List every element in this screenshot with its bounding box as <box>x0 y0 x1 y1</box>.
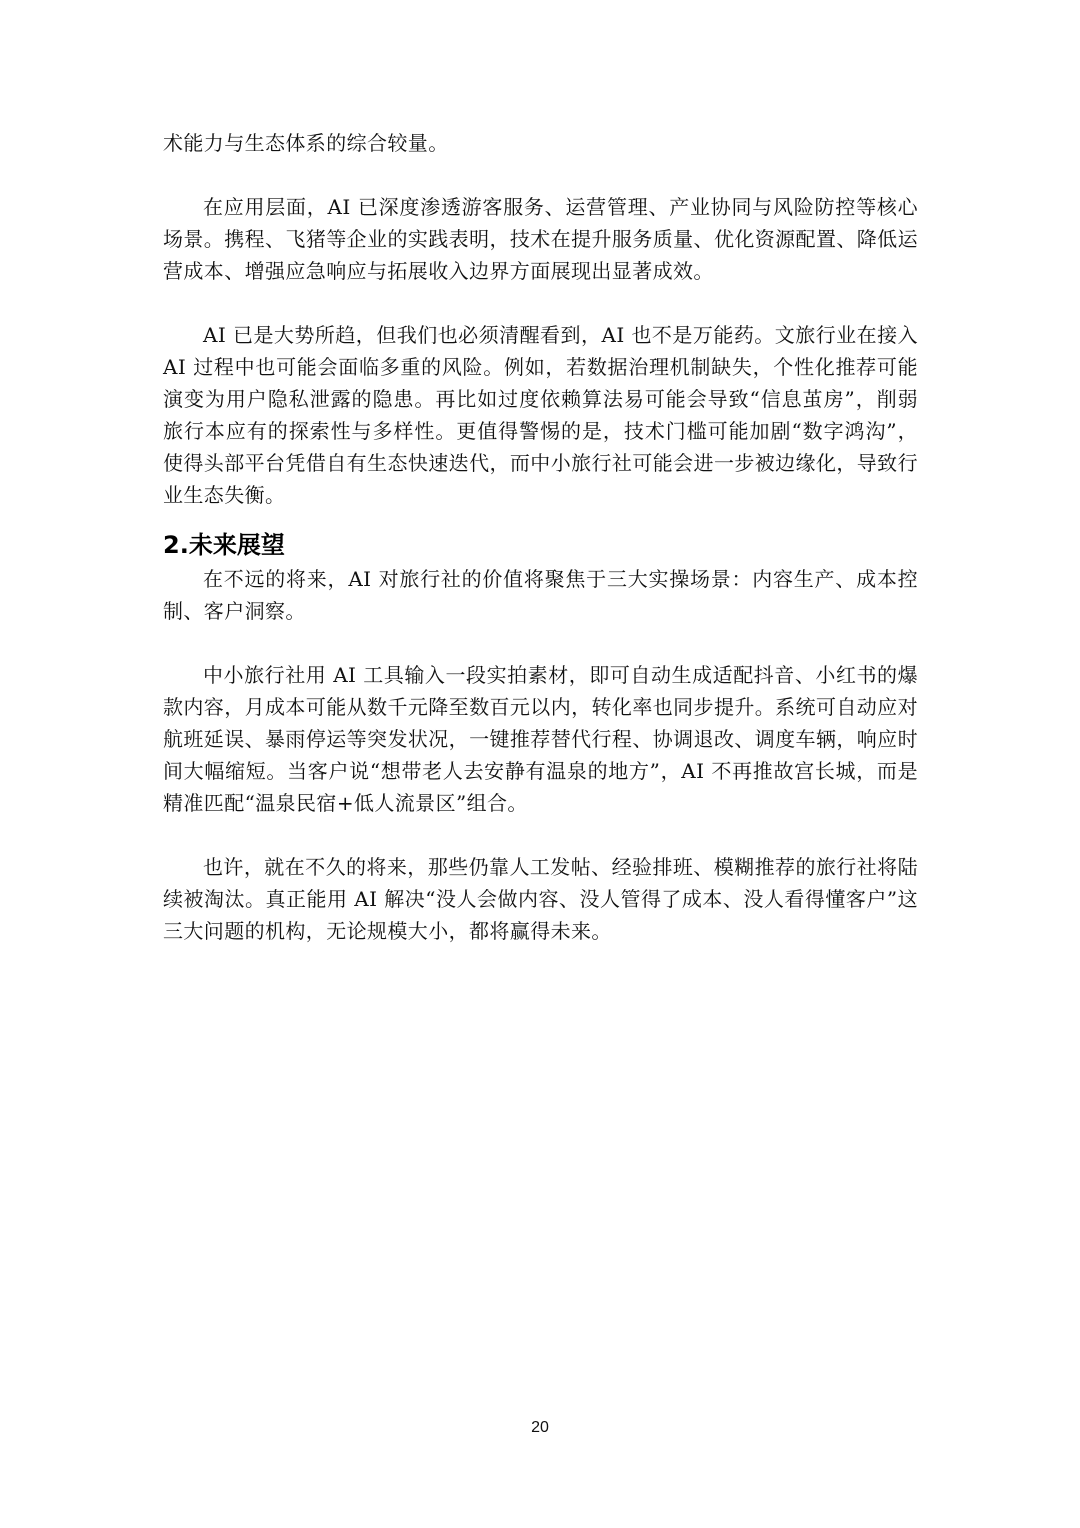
paragraph-gap <box>163 819 918 851</box>
paragraph-application-layer: 在应用层面，AI 已深度渗透游客服务、运营管理、产业协同与风险防控等核心场景。携程、飞猪等企业的实践表明，技术在提升服务质量、优化资源配置、降低运营成本、增强应急响应与拓展收入边界方面展现出显著成效。 <box>163 195 918 283</box>
paragraph-gap <box>163 287 918 319</box>
paragraph-scenarios: 中小旅行社用 AI 工具输入一段实拍素材，即可自动生成适配抖音、小红书的爆款内容，月成本可能从数千元降至数百元以内，转化率也同步提升。系统可自动应对航班延误、暴雨停运等突发状况，一键推荐替代行程、协调退改、调度车辆，响应时间大幅缩短。当客户说“想带老人去安静有温泉的地方”，AI 不再推故宫长城，而是精准匹配“温泉民宿+低人流景区”组合。 <box>163 663 918 815</box>
paragraph-risks: AI 已是大势所趋，但我们也必须清醒看到，AI 也不是万能药。文旅行业在接入 AI 过程中也可能会面临多重的风险。例如，若数据治理机制缺失，个性化推荐可能演变为用户隐私泄露的隐患。再比如过度依赖算法易可能会导致“信息茧房”，削弱旅行本应有的探索性与多样性。更值得警惕的是，技术门槛可能加剧“数字鸿沟”，使得头部平台凭借自有生态快速迭代，而中小旅行社可能会进一步被边缘化，导致行业生态失衡。 <box>163 323 918 507</box>
paragraph-gap <box>163 627 918 659</box>
paragraph-conclusion: 也许，就在不久的将来，那些仍靠人工发帖、经验排班、模糊推荐的旅行社将陆续被淘汰。真正能用 AI 解决“没人会做内容、没人管得了成本、没人看得懂客户”这三大问题的机构，无论规模大小，都将赢得未来。 <box>163 855 918 943</box>
page-number: 20 <box>531 1419 549 1436</box>
paragraph-continuation: 术能力与生态体系的综合较量。 <box>163 131 449 155</box>
paragraph-future-value: 在不远的将来，AI 对旅行社的价值将聚焦于三大实操场景：内容生产、成本控制、客户洞察。 <box>163 567 918 623</box>
paragraph-gap <box>163 159 918 191</box>
section-heading: 2.未来展望 <box>163 531 285 559</box>
page-content <box>163 127 918 947</box>
